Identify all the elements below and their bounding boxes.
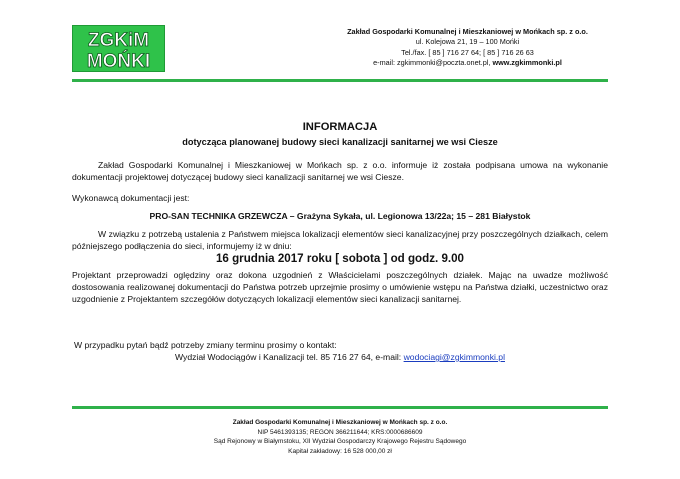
contact-line bbox=[72, 351, 608, 363]
logo-text-line2: MOŃKI bbox=[86, 51, 151, 71]
letterhead-phone: Tel./fax. [ 85 ] 716 27 64; [ 85 ] 716 26 63 bbox=[401, 47, 534, 57]
contact-department: Wydział Wodociągów i Kanalizacji tel. 85 716 27 64, e-mail: bbox=[175, 352, 402, 362]
footer-registration-ids: NIP 5461393135; REGON 366211644; KRS:0000686609 bbox=[257, 428, 423, 436]
footer-capital: Kapitał zakładowy: 16 528 000,00 zł bbox=[288, 447, 392, 455]
letterhead-email-line bbox=[300, 58, 635, 68]
meeting-date: 16 grudnia 2017 roku [ sobota ] od godz. 9.00 bbox=[215, 252, 465, 265]
logo-text-line1: ZGKiM bbox=[87, 30, 150, 51]
letterhead-email: e-mail: zgkimmonki@poczta.onet.pl, bbox=[373, 58, 491, 68]
paragraph-meeting: W związku z potrzebą ustalenia z Państwem miejsca lokalizacji elementów sieci kanalizacyjnej przy poszczególnych działkach, celem późniejszego podłączenia do sieci, informujemy iż w dniu: bbox=[72, 229, 608, 251]
contact-intro: W przypadku pytań bądź potrzeby zmiany terminu prosimy o kontakt: bbox=[74, 340, 337, 350]
footer bbox=[72, 418, 608, 456]
notice-subtitle: dotycząca planowanej budowy sieci kanalizacji sanitarnej we wsi Ciesze bbox=[182, 137, 498, 147]
company-logo bbox=[72, 25, 165, 72]
paragraph-designer: Projektant przeprowadzi oględziny oraz dokona uzgodnień z Właścicielami poszczególnych działek. Mając na uwadze możliwość dostosowania realizowanej dokumentacji do Państwa potrzeb uprzejmie prosimy o umówienie wstępu na Państwa działki, uczestnictwo oraz uzgodnienie z Projektantem szczegółów dotyczących lokalizacji elementów sieci kanalizacji sanitarnej. bbox=[72, 270, 608, 304]
letterhead-company-name: Zakład Gospodarki Komunalnej i Mieszkaniowej w Mońkach sp. z o.o. bbox=[347, 27, 588, 36]
contractor-label: Wykonawcą dokumentacji jest: bbox=[72, 193, 190, 203]
contractor-name: PRO-SAN TECHNIKA GRZEWCZA – Grażyna Sykała, ul. Legionowa 13/22a; 15 – 281 Białystok bbox=[149, 211, 531, 221]
footer-court: Sąd Rejonowy w Białymstoku, XII Wydział Gospodarczy Krajowego Rejestru Sądowego bbox=[213, 438, 467, 445]
letterhead-address: ul. Kolejowa 21, 19 – 100 Mońki bbox=[415, 37, 520, 47]
contact-email-link[interactable]: wodociagi@zgkimmonki.pl bbox=[403, 352, 505, 362]
header-divider bbox=[72, 79, 608, 82]
footer-company-name: Zakład Gospodarki Komunalnej i Mieszkaniowej w Mońkach sp. z o.o. bbox=[232, 419, 448, 426]
footer-divider bbox=[72, 406, 608, 409]
letterhead-contact bbox=[300, 27, 635, 69]
notice-title: INFORMACJA bbox=[302, 121, 378, 133]
paragraph-intro: Zakład Gospodarki Komunalnej i Mieszkaniowej w Mońkach sp. z o.o. informuje iż została podpisana umowa na wykonanie dokumentacji projektowej dotyczącej budowy sieci kanalizacji sanitarnej we wsi Ciesze. bbox=[72, 160, 608, 182]
letterhead-website: www.zgkimmonki.pl bbox=[492, 58, 562, 68]
